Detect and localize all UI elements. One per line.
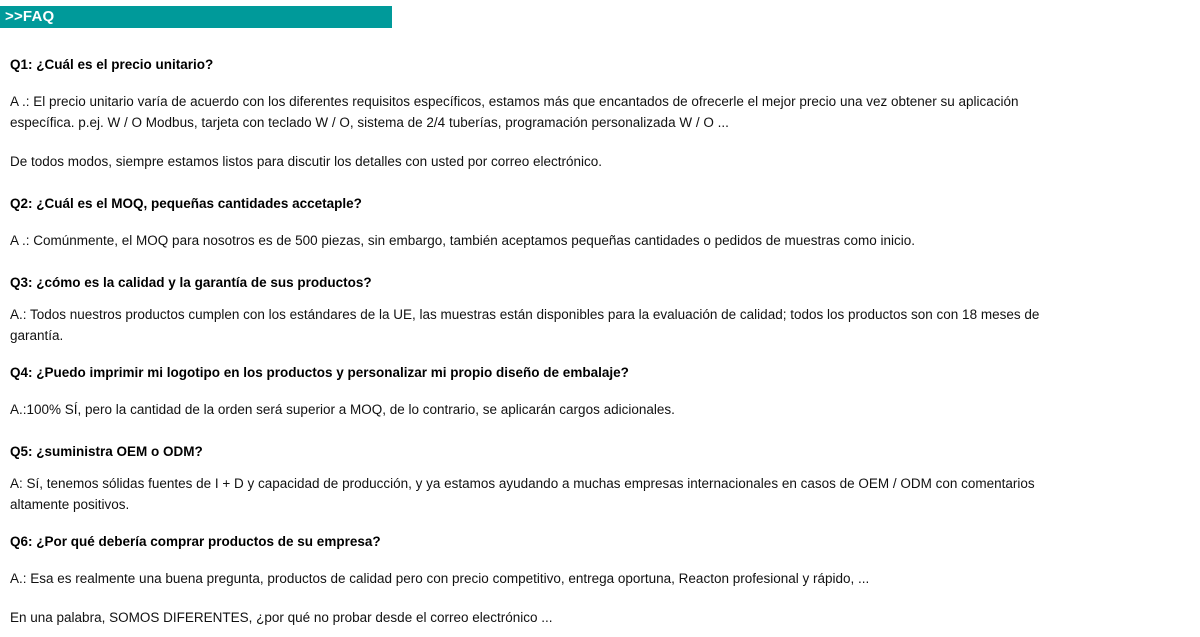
faq-answer: A .: Comúnmente, el MOQ para nosotros es de 500 piezas, sin embargo, también aceptamos pequeñas cantidades o pedidos de muestras como inicio. [10,233,916,248]
faq-question: Q5: ¿suministra OEM o ODM? [10,444,203,459]
faq-section-title: >>FAQ [5,8,55,25]
faq-content [0,48,1200,637]
faq-answer: A: Sí, tenemos sólidas fuentes de I + D y capacidad de producción, y ya estamos ayudando a muchas empresas internacionales en casos de OEM / ODM con comentarios altamente positivos. [10,476,1035,512]
faq-question: Q1: ¿Cuál es el precio unitario? [10,57,214,72]
faq-answer: A.: Esa es realmente una buena pregunta, productos de calidad pero con precio competitivo, entrega oportuna, Reacton profesional y rápido, ... [10,571,870,586]
faq-answer: A .: El precio unitario varía de acuerdo con los diferentes requisitos específicos, estamos más que encantados de ofrecerle el mejor precio una vez obtener su aplicación específica. p.ej. W / O Modbus, tarjeta con teclado W / O, sistema de 2/4 tuberías, programación personalizada W / O ... [10,94,1019,130]
faq-item [10,435,1190,519]
faq-section-header [0,6,392,28]
faq-answer: De todos modos, siempre estamos listos para discutir los detalles con usted por correo electrónico. [10,154,603,169]
faq-question: Q6: ¿Por qué debería comprar productos de su empresa? [10,534,381,549]
faq-item [10,48,1190,181]
faq-question: Q3: ¿cómo es la calidad y la garantía de sus productos? [10,275,372,290]
faq-item [10,525,1190,637]
faq-answer: En una palabra, SOMOS DIFERENTES, ¿por qué no probar desde el correo electrónico ... [10,610,553,625]
faq-question: Q4: ¿Puedo imprimir mi logotipo en los productos y personalizar mi propio diseño de embalaje? [10,365,629,380]
faq-answer: A.:100% SÍ, pero la cantidad de la orden será superior a MOQ, de lo contrario, se aplicarán cargos adicionales. [10,402,675,417]
faq-answer: A.: Todos nuestros productos cumplen con los estándares de la UE, las muestras están disponibles para la evaluación de calidad; todos los productos son con 18 meses de garantía. [10,307,1040,343]
faq-item [10,187,1190,260]
faq-question: Q2: ¿Cuál es el MOQ, pequeñas cantidades accetaple? [10,196,362,211]
faq-item [10,266,1190,350]
faq-page [0,6,1200,625]
faq-item [10,356,1190,429]
